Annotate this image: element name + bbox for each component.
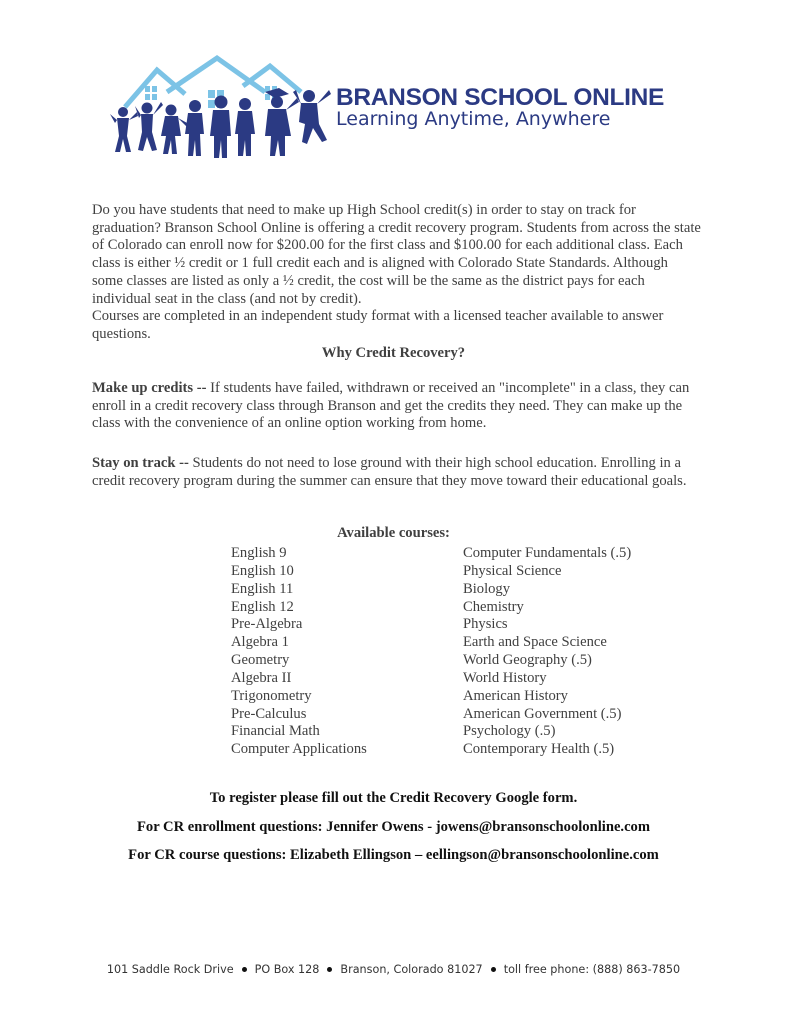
course-item: English 12 (231, 598, 294, 615)
course-item: Contemporary Health (.5) (463, 741, 615, 758)
course-item: Pre-Calculus (231, 705, 307, 722)
register-instruction: To register please fill out the Credit Recovery Google form. (209, 790, 578, 806)
course-item: Physical Science (463, 562, 562, 579)
course-item: World Geography (.5) (463, 652, 592, 669)
bullet-dot-icon (242, 967, 247, 972)
course-item: Biology (463, 580, 511, 597)
course-item: Computer Fundamentals (.5) (463, 545, 632, 561)
course-item: American Government (.5) (463, 705, 622, 722)
why-credit-recovery-heading: Why Credit Recovery? (321, 345, 466, 361)
footer-contact-bar (0, 963, 787, 976)
stay-on-track-text: Students do not need to lose ground with their high school education. Enrolling in a credit recovery program during the summer can ensure that they move toward their educational goals. (92, 455, 687, 489)
course-item: Psychology (.5) (463, 723, 556, 740)
make-up-credits-paragraph (92, 380, 702, 433)
footer-phone: toll free phone: (888) 863-7850 (503, 963, 681, 976)
course-item: American History (463, 687, 568, 704)
course-contact: For CR course questions: Elizabeth Ellingson – eellingson@bransonschoolonline.com (128, 847, 659, 863)
course-item: World History (463, 669, 547, 686)
footer-po-box: PO Box 128 (254, 963, 320, 976)
available-courses-heading: Available courses: (337, 525, 450, 541)
stay-on-track-paragraph (92, 455, 702, 490)
course-item: Financial Math (231, 723, 320, 740)
footer-city: Branson, Colorado 81027 (340, 963, 483, 976)
course-item: Physics (463, 616, 508, 633)
bullet-dot-icon (491, 967, 496, 972)
course-item: Geometry (231, 652, 290, 669)
intro-paragraph: Do you have students that need to make up High School credit(s) in order to stay on track for graduation? Branson School Online is offering a credit recovery program. Students from across the state of Colorado can enroll now for $200.00 for the first class and $100.00 for each additional class. Each class is either ½ credit or 1 full credit each and is aligned with Colorado State Standards. Although some classes are listed as only a ½ credit, the cost will be the same as the district pays for each individual seat in the class (and not by credit). (92, 202, 701, 307)
course-item: Chemistry (463, 598, 524, 615)
school-tagline: Learning Anytime, Anywhere (336, 108, 611, 130)
course-item: Earth and Space Science (463, 634, 607, 651)
course-item: English 10 (231, 562, 294, 579)
course-item: Computer Applications (231, 741, 367, 758)
bullet-dot-icon (327, 967, 332, 972)
course-item: English 9 (231, 545, 287, 561)
students-house-silhouette-logo (105, 52, 335, 162)
course-item: Algebra II (231, 669, 292, 686)
stay-on-track-label: Stay on track -- (92, 455, 189, 471)
course-item: Trigonometry (231, 687, 312, 704)
course-item: English 11 (231, 580, 294, 597)
course-item: Pre-Algebra (231, 616, 303, 633)
course-list-right (463, 545, 631, 759)
intro-paragraph-format: Courses are completed in an independent study format with a licensed teacher available to answer questions. (92, 308, 664, 342)
footer-address: 101 Saddle Rock Drive (106, 963, 234, 976)
make-up-credits-label: Make up credits -- (92, 380, 207, 396)
course-list-left (231, 545, 367, 759)
school-name: BRANSON SCHOOL ONLINE (336, 84, 665, 111)
enrollment-contact: For CR enrollment questions: Jennifer Owens - jowens@bransonschoolonline.com (136, 819, 651, 835)
course-item: Algebra 1 (231, 634, 289, 651)
make-up-credits-text: If students have failed, withdrawn or received an "incomplete" in a class, they can enroll in a credit recovery class through Branson and get the credits they need. They can make up the class with the convenience of an online option working from home. (92, 380, 690, 432)
